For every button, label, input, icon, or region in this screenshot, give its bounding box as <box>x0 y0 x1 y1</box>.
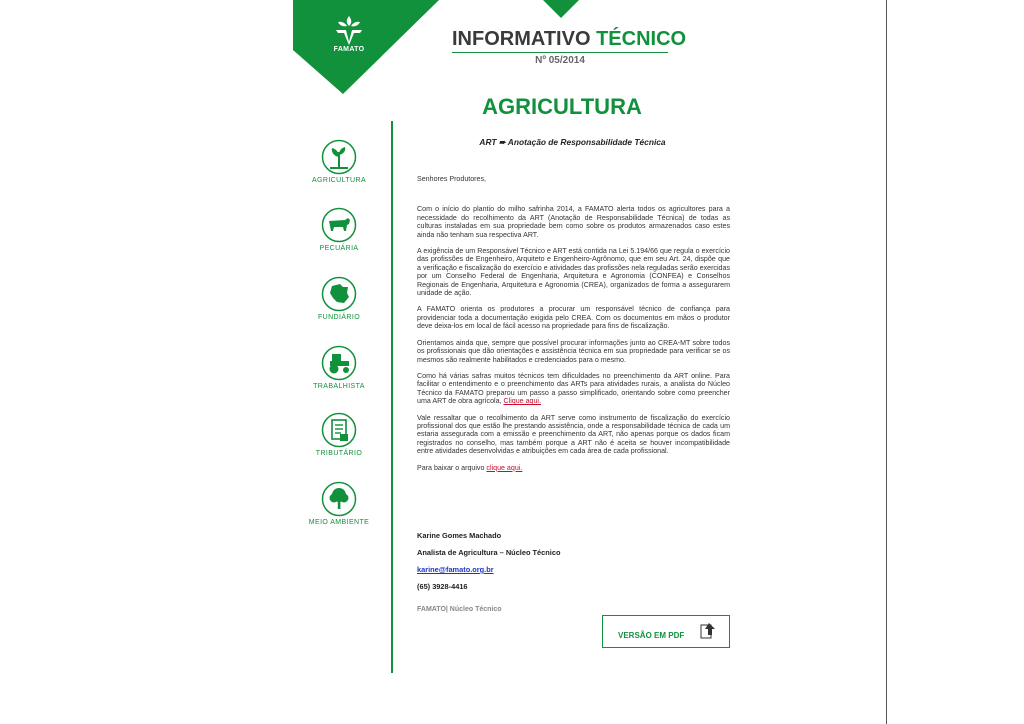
signature-name: Karine Gomes Machado <box>417 531 502 540</box>
letter-body <box>417 175 730 480</box>
pdf-button-label: VERSÃO EM PDF <box>618 631 685 640</box>
category-fundiario[interactable] <box>299 276 379 321</box>
category-label: MEIO AMBIENTE <box>308 519 370 526</box>
paragraph-5-text: Como há várias safras muitos técnicos tem dificuldades no preenchimento da ART online. Para facilitar o entendimento e o preenchimento das ARTs para atividades rurais, a analista do Núcleo Técnico da FAMATO preparou um passo a passo simplificado, orientando sobre como preencher uma ART de obra agrícola, <box>417 371 730 406</box>
signature-role: Analista de Agricultura – Núcleo Técnico <box>417 548 561 557</box>
category-agricultura[interactable] <box>299 139 379 184</box>
category-label: TRABALHISTA <box>313 383 365 390</box>
category-meio-ambiente[interactable] <box>299 481 379 526</box>
famato-logo-icon <box>332 14 366 46</box>
section-title: AGRICULTURA <box>482 94 642 119</box>
tractor-icon <box>321 345 357 381</box>
issue-number: Nº 05/2014 <box>535 55 585 66</box>
paragraph-2: A exigência de um Responsável Técnico e ART está contida na Lei 5.194/66 que regula o exercício das profissões de Engenheiro, Arquiteto e Engenheiro-Agrônomo, que em seu Art. 24, dispõe que a verificação e fiscalização do exercício e atividades das profissões nela reguladas serão exercidas por um Conselho Federal de Engenharia, Arquitetura e Agronomia (CONFEA) e Conselhos Regionais de Engenharia, Arquitetura e Agronomia (CREA), organizados de forma a assegurarem unidade de ação. <box>417 247 730 298</box>
category-trabalhista[interactable] <box>299 345 379 390</box>
header-notch <box>543 0 579 18</box>
header-underline <box>452 52 668 53</box>
paragraph-6: Vale ressaltar que o recolhimento da ART serve como instrumento de fiscalização do exercício profissional dos que estão lhe prestando assistência, onde a responsabilidade técnica de cada um estaria assegurada com a emissão e preenchimento da ART, não apenas porque os dados ficam registrados no conselho, mas também porque a ART não é aceita se houver incompatibilidade entre atividades desenvolvidas e atribuições em cada área de cada profissional. <box>417 413 730 456</box>
category-label: TRIBUTÁRIO <box>315 450 363 457</box>
vertical-divider <box>391 121 393 673</box>
title-part-2: TÉCNICO <box>596 28 687 50</box>
map-icon <box>321 276 357 312</box>
pdf-download-icon <box>700 622 716 640</box>
tree-icon <box>321 481 357 517</box>
paragraph-7-text: Para baixar o arquivo <box>417 463 485 472</box>
paragraph-1: Com o início do plantio do milho safrinha 2014, a FAMATO alerta todos os agricultores para a necessidade do recolhimento da ART (Anotação de Responsabilidade Técnica) de todas as culturas instaladas em sua propriedade bem como sobre os produtos armazenados caso estes ainda não tenham sua respectiva ART. <box>417 205 730 239</box>
pdf-version-button[interactable] <box>602 615 730 648</box>
paragraph-3: A FAMATO orienta os produtores a procurar um responsável técnico de confiança para providenciar toda a documentação exigida pelo CREA. Com os documentos em mãos o produtor deve deixa-los em local de fácil acesso na propriedade para fins de fiscalização. <box>417 305 730 331</box>
page-title <box>452 28 686 51</box>
plant-icon <box>321 139 357 175</box>
title-part-1: INFORMATIVO <box>452 28 591 50</box>
download-link[interactable]: clique aqui. <box>486 463 523 472</box>
category-tributario[interactable] <box>299 412 379 457</box>
category-label: AGRICULTURA <box>311 177 367 184</box>
paragraph-4: Orientamos ainda que, sempre que possível procurar informações junto ao CREA-MT sobre todos os profissionais que dão orientações e assistência técnica em sua propriedade para verificar se os mesmos são realmente habilitados e credenciados para o mesmo. <box>417 338 730 364</box>
paragraph-5 <box>417 372 730 406</box>
subtitle: ART ➨ Anotação de Responsabilidade Técnica <box>479 137 666 147</box>
signature-email[interactable]: karine@famato.org.br <box>417 565 494 574</box>
document-icon <box>321 412 357 448</box>
tutorial-link[interactable]: Clique aqui. <box>503 397 541 406</box>
page-edge <box>886 0 887 724</box>
logo-text: FAMATO <box>333 46 365 53</box>
paragraph-7 <box>417 464 730 472</box>
category-label: PECUÁRIA <box>319 245 359 252</box>
cattle-icon <box>321 207 357 243</box>
greeting: Senhores Produtores, <box>417 175 487 183</box>
signature-phone: (65) 3928-4416 <box>417 582 468 591</box>
category-pecuaria[interactable] <box>299 207 379 252</box>
category-label: FUNDIÁRIO <box>317 314 361 321</box>
footer-text: FAMATO| Núcleo Técnico <box>417 606 502 613</box>
